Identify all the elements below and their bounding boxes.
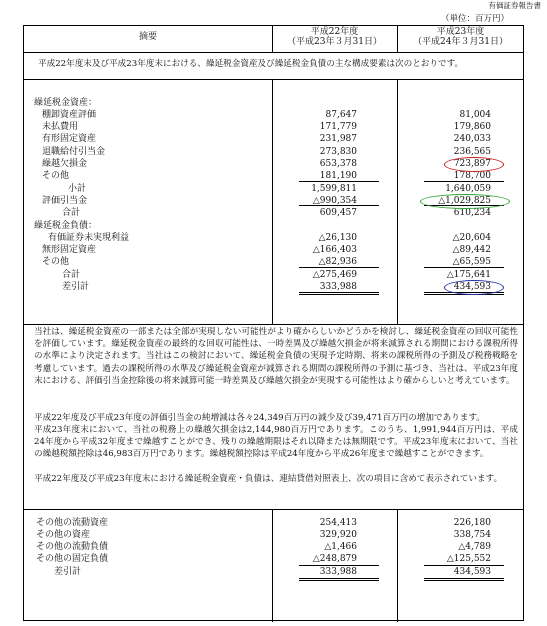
table1-divider-1 — [272, 79, 273, 324]
t1-row-curr: △1,029,825 — [438, 196, 491, 206]
t1-row-prev: 181,190 — [319, 171, 357, 181]
t2-row-label: その他の流動負債 — [36, 542, 109, 552]
highlight-ring-loss-carryforward — [444, 157, 504, 172]
table2-divider-2 — [397, 509, 398, 622]
t1-row-curr: 1,640,059 — [445, 184, 491, 194]
sum-underline — [299, 267, 379, 268]
t1-row-curr: △65,595 — [452, 257, 491, 267]
t2-row-label: その他の固定負債 — [36, 554, 109, 564]
paragraph-loss-carryforward: 平成23年度末において、当社の税務上の繰越欠損金は2,144,980百万円であります。このうち、1,991,944百万円は、平成24年度から平成32年度まで繰越すことができ、残りの繰越期限はそれ以降または無期限です。平成23年度末において、当社の繰越税額控除は46,983百万円であります。繰越税額控除は平成24年度から平成26年度まで繰越すことができます。 — [34, 425, 518, 460]
table1-bottom-rule — [24, 324, 523, 325]
t1-row-label: 未払費用 — [42, 122, 79, 132]
t1-row-prev: 333,988 — [319, 282, 357, 292]
table1-divider-2 — [397, 79, 398, 324]
t2-row-label: その他の流動資産 — [36, 518, 109, 528]
t1-row-label: 評価引当金 — [42, 196, 88, 206]
paragraph-recoverability: 当社は、繰延税金資産の一部または全部が実現しない可能性がより確からしいかどうかを検討し、繰延税金資産の回収可能性を評価しています。繰延税金資産の最終的な回収可能性は、一時差異及び繰越欠損金が将来減算される期間における課税所得の水準により決定されます。当社はこの検討において、繰延税金負債の実現予定時期、将来の課税所得の予測及び税務戦略を考慮しています。過去の課税所得の水準及び繰延税金資産が減算される期間の課税所得の予測に基づき、当社は、平成23年度末における、評価引当金控除後の将来減算可能一時差異及び繰越欠損金が実現する可能性はより確からしいと考えています。 — [34, 327, 518, 386]
header-prev-year — [272, 27, 397, 48]
t1-row-curr: △175,641 — [446, 270, 491, 280]
t1-row-curr: 610,234 — [453, 208, 491, 218]
t1-row-label: 合計 — [62, 208, 81, 218]
t1-row-curr: 236,565 — [453, 147, 491, 157]
sum-underline — [299, 578, 379, 579]
t1-row-curr: 240,033 — [453, 134, 491, 144]
t1-row-prev: 231,987 — [319, 134, 357, 144]
t1-row-curr: △89,442 — [452, 245, 491, 255]
t2-row-curr: △4,789 — [458, 542, 491, 552]
unit-label: （単位：百万円） — [440, 14, 509, 24]
t1-row-label: 合計 — [62, 270, 81, 280]
t1-row-label: 有形固定資産 — [42, 134, 97, 144]
highlight-ring-valuation-allowance — [420, 194, 510, 209]
tax-table-frame — [23, 25, 524, 621]
t2-row-prev: △1,466 — [324, 542, 357, 552]
sum-underline — [424, 565, 504, 566]
document-corner-label: 有価証券報告書 — [488, 1, 541, 10]
t2-row-curr: 226,180 — [453, 518, 491, 528]
t1-row-prev: 609,457 — [319, 208, 357, 218]
sum-underline — [299, 181, 379, 182]
intro-text: 平成22年度末及び平成23年度末における、繰延税金資産及び繰延税金負債の主な構成要素は次のとおりです。 — [38, 59, 464, 69]
header-item-col: 摘要 — [138, 32, 157, 42]
para-rule — [24, 509, 523, 510]
t1-row-label: 退職給付引当金 — [42, 147, 106, 157]
t1-row-curr: 723,897 — [453, 159, 491, 169]
t1-row-curr: 81,004 — [459, 110, 491, 120]
t2-row-curr: 338,754 — [453, 530, 491, 540]
highlight-ring-net-total — [444, 280, 504, 295]
t2-row-prev: 329,920 — [319, 530, 357, 540]
t1-row-prev: 1,599,811 — [311, 184, 357, 194]
t1-row-prev: △82,936 — [318, 257, 357, 267]
t1-row-label: 棚卸資産評価 — [42, 110, 97, 120]
table2-divider-1 — [272, 509, 273, 622]
sum-underline — [299, 294, 379, 295]
t1-row-label: 小計 — [68, 184, 87, 194]
t1-row-prev: 171,779 — [319, 122, 357, 132]
header-curr-year — [397, 27, 524, 48]
t1-row-label: 繰延税金負債： — [34, 221, 98, 231]
t2-row-curr: △125,552 — [446, 554, 491, 564]
header-prev-date: （平成23年３月31日） — [287, 37, 382, 48]
t2-row-prev: 333,988 — [319, 567, 357, 577]
t1-row-label: 差引計 — [62, 282, 90, 292]
t1-row-curr: 179,860 — [453, 122, 491, 132]
t1-row-label: その他 — [42, 257, 70, 267]
t2-row-label: 差引計 — [54, 567, 82, 577]
t1-row-label: 無形固定資産 — [42, 245, 97, 255]
t1-row-prev: 87,647 — [325, 110, 357, 120]
t1-row-label: 有価証券未実現利益 — [48, 233, 130, 243]
header-curr-year-label: 平成23年度 — [436, 27, 485, 37]
t1-row-prev: △275,469 — [312, 270, 357, 280]
t1-row-prev: 273,830 — [319, 147, 357, 157]
t2-row-prev: 254,413 — [319, 518, 357, 528]
t1-row-prev: 653,378 — [319, 159, 357, 169]
sum-underline — [424, 181, 504, 182]
sum-underline — [299, 580, 379, 581]
t1-row-label: その他 — [42, 171, 70, 181]
t1-row-prev: △990,354 — [312, 196, 357, 206]
sum-underline — [424, 578, 504, 579]
t1-row-curr: 178,700 — [453, 171, 491, 181]
header-rule — [24, 52, 523, 53]
t1-row-curr: 434,593 — [453, 282, 491, 292]
t2-row-prev: △248,879 — [312, 554, 357, 564]
t1-row-prev: △26,130 — [318, 233, 357, 243]
sum-underline — [424, 267, 504, 268]
sum-underline — [424, 580, 504, 581]
paragraph-valuation-allowance: 平成22年度及び平成23年度の評価引当金の純増減は各々24,349百万円の減少及び39,471百万円の増加であります。 — [34, 413, 485, 423]
t2-row-label: その他の資産 — [36, 530, 91, 540]
t1-row-curr: △20,604 — [452, 233, 491, 243]
sum-underline — [299, 292, 379, 293]
t1-row-prev: △166,403 — [312, 245, 357, 255]
sum-underline — [299, 565, 379, 566]
t1-row-label: 繰延税金資産： — [34, 98, 98, 108]
intro-rule — [24, 79, 523, 80]
header-prev-year-label: 平成22年度 — [310, 27, 359, 37]
sum-underline — [299, 205, 379, 206]
t1-row-label: 繰越欠損金 — [42, 159, 88, 169]
t2-row-curr: 434,593 — [453, 567, 491, 577]
paragraph-balance-sheet: 平成22年度及び平成23年度末における繰延税金資産・負債は、連結貸借対照表上、次の項目に含めて表示されています。 — [34, 474, 503, 484]
header-curr-date: （平成24年３月31日） — [413, 37, 508, 48]
